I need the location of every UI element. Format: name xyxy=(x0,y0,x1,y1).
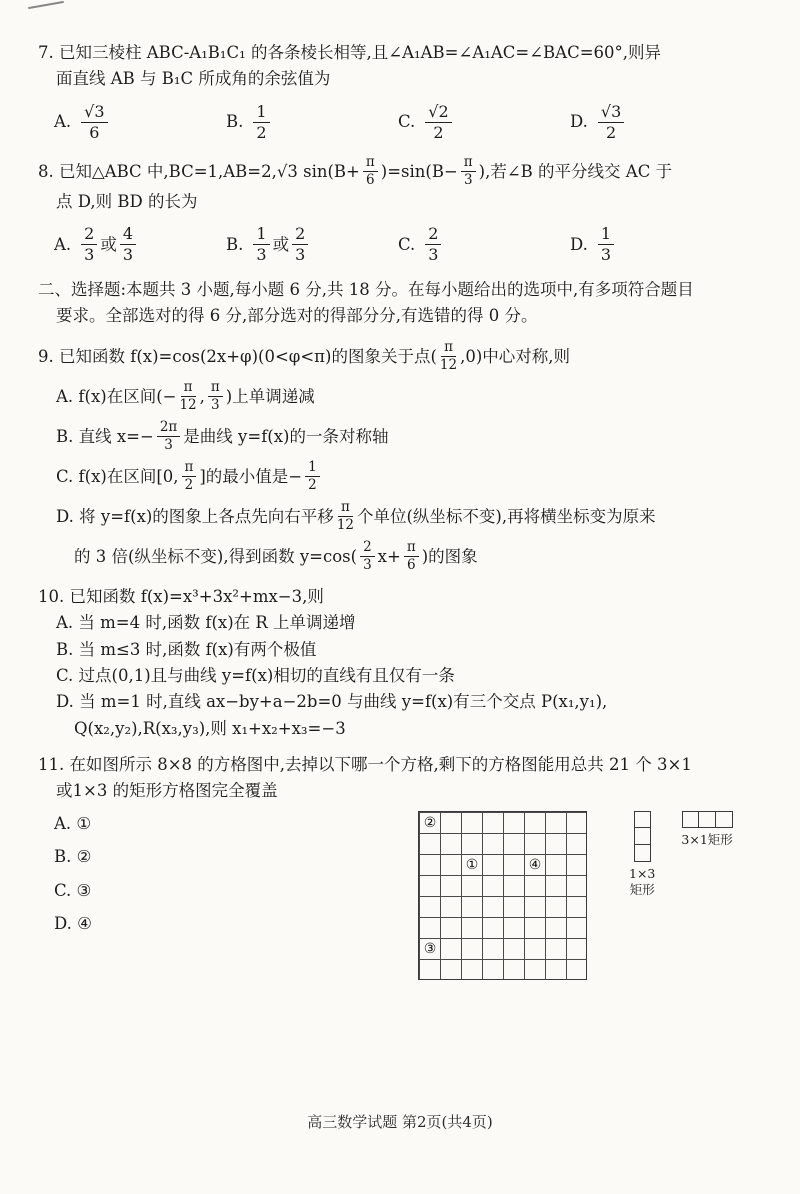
q9-option-d-line1 xyxy=(38,500,766,534)
fraction-numerator: 1 xyxy=(305,460,320,478)
q7-option-b-fraction xyxy=(253,103,269,143)
q8-option-b-or: 或 xyxy=(272,234,290,254)
q8-option-b xyxy=(226,225,398,265)
piece-3x1-label: 3×1矩形 xyxy=(681,831,733,847)
q7-option-c-fraction xyxy=(425,103,451,143)
fraction-numerator: 2 xyxy=(425,225,441,245)
q9-option-d-line2 xyxy=(38,540,766,574)
q9-option-c xyxy=(38,460,766,494)
fraction-denominator: 3 xyxy=(84,245,95,265)
section-2-line2: 要求。全部选对的得 6 分,部分选对的得部分分,有选错的得 0 分。 xyxy=(56,306,538,326)
fraction-numerator: 2 xyxy=(292,225,308,245)
q9-option-b-text-2: 是曲线 y=f(x)的一条对称轴 xyxy=(183,426,389,446)
q8-line1 xyxy=(38,155,766,189)
fraction-numerator: π xyxy=(181,380,196,398)
q11-option-b: B. ② xyxy=(54,847,92,867)
fraction-numerator: π xyxy=(461,155,476,173)
q8-option-c xyxy=(398,225,570,265)
q11-option-a: A. ① xyxy=(54,813,92,833)
q9-text-2: ,0)中心对称,则 xyxy=(460,346,571,366)
fraction-denominator: 3 xyxy=(428,245,439,265)
q8-fraction-1 xyxy=(363,155,378,189)
q9-option-a-text-3: )上单调递减 xyxy=(225,386,315,406)
grid-marker: ④ xyxy=(528,856,542,873)
fraction-denominator: 12 xyxy=(336,517,354,534)
q9-stem-fraction xyxy=(440,340,457,374)
piece-3x1-cells xyxy=(682,811,733,828)
q8-option-c-fraction xyxy=(425,225,441,265)
piece-1x3-cells xyxy=(634,811,651,862)
q7-options xyxy=(38,103,766,143)
q7-option-c xyxy=(398,103,570,143)
fraction-denominator: 6 xyxy=(89,123,100,143)
fraction-denominator: 3 xyxy=(211,397,220,414)
fraction-numerator: 2π xyxy=(157,420,180,438)
q8-option-d xyxy=(570,225,742,265)
q7-option-d-fraction xyxy=(598,103,624,143)
q9-option-a-text-2: , xyxy=(199,386,205,406)
q8-fraction-2 xyxy=(461,155,476,189)
q8-option-a-label: A. xyxy=(54,234,72,254)
q7-option-a xyxy=(54,103,226,143)
piece-3x1 xyxy=(681,811,732,848)
q8-option-a-fraction-1 xyxy=(81,225,97,265)
fraction-denominator: 2 xyxy=(256,123,267,143)
q9-stem xyxy=(38,340,766,374)
q10-stem: 10. 已知函数 f(x)=x³+3x²+mx−3,则 xyxy=(38,586,324,606)
q8-text-2: )=sin(B− xyxy=(380,161,458,181)
q9-option-a-text-1: A. f(x)在区间(− xyxy=(56,386,177,406)
q8-option-c-label: C. xyxy=(398,234,416,254)
q8-option-d-label: D. xyxy=(570,234,588,254)
q9-text-1: 9. 已知函数 f(x)=cos(2x+φ)(0<φ<π)的图象关于点( xyxy=(38,346,437,366)
grid-8x8 xyxy=(418,811,587,980)
q8-option-b-label: B. xyxy=(226,234,244,254)
q9-option-b xyxy=(38,420,766,454)
q10-option-a: A. 当 m=4 时,函数 f(x)在 R 上单调递增 xyxy=(56,613,356,633)
q11-option-d: D. ④ xyxy=(54,914,92,934)
q7-option-c-label: C. xyxy=(398,112,416,132)
fraction-numerator: π xyxy=(338,500,353,518)
question-8 xyxy=(38,155,766,265)
q9-option-d-text-1: D. 将 y=f(x)的图象上各点先向右平移 xyxy=(56,506,334,526)
grid-marker: ② xyxy=(423,814,437,831)
fraction-numerator: 1 xyxy=(253,225,269,245)
q7-option-a-label: A. xyxy=(54,112,72,132)
piece-1x3-label-line2: 矩形 xyxy=(629,882,655,898)
q8-option-d-fraction xyxy=(598,225,614,265)
fraction-numerator: 4 xyxy=(120,225,136,245)
q9-option-d-text-5: )的图象 xyxy=(421,546,478,566)
fraction-denominator: 12 xyxy=(179,397,197,414)
q9-option-d-text-3: 的 3 倍(纵坐标不变),得到函数 y=cos( xyxy=(74,546,358,566)
fraction-numerator: 2 xyxy=(360,540,375,558)
q8-line2: 点 D,则 BD 的长为 xyxy=(56,191,198,211)
fraction-denominator: 2 xyxy=(308,477,317,494)
fraction-numerator: π xyxy=(441,340,456,358)
grid-cell xyxy=(716,811,733,828)
q10-option-b: B. 当 m≤3 时,函数 f(x)有两个极值 xyxy=(56,639,317,659)
q9-option-d-fraction-3 xyxy=(404,540,419,574)
q8-options xyxy=(38,225,766,265)
grid-cell xyxy=(699,811,716,828)
fraction-numerator: 1 xyxy=(253,103,269,123)
piece-1x3 xyxy=(629,811,655,898)
fraction-denominator: 2 xyxy=(605,123,617,143)
grid-cell xyxy=(634,845,651,862)
fraction-denominator: 6 xyxy=(406,557,416,574)
fraction-numerator: π xyxy=(208,380,223,398)
fraction-denominator: 2 xyxy=(433,123,444,143)
q8-option-a xyxy=(54,225,226,265)
q10-option-d-line2: Q(x₂,y₂),R(x₃,y₃),则 x₁+x₂+x₃=−3 xyxy=(74,718,346,738)
q11-line2: 或1×3 的矩形方格图完全覆盖 xyxy=(56,781,278,801)
fraction-numerator: √3 xyxy=(598,103,624,123)
fraction-denominator: 2 xyxy=(184,477,194,494)
q8-option-a-or: 或 xyxy=(100,234,117,254)
page-footer: 高三数学试题 第2页(共4页) xyxy=(307,1113,493,1131)
fraction-denominator: 3 xyxy=(463,172,473,189)
fraction-denominator: 3 xyxy=(256,245,267,265)
grid-marker: ③ xyxy=(423,940,437,957)
fraction-numerator: π xyxy=(363,155,378,173)
q9-option-a-fraction-2 xyxy=(208,380,223,414)
q9-option-b-fraction xyxy=(157,420,180,454)
q8-option-b-fraction-1 xyxy=(253,225,269,265)
question-9 xyxy=(38,340,766,574)
q9-option-d-text-2: 个单位(纵坐标不变),再将横坐标变为原来 xyxy=(357,506,656,526)
fraction-denominator: 3 xyxy=(164,437,173,454)
q10-option-d-line1: D. 当 m=1 时,直线 ax−by+a−2b=0 与曲线 y=f(x)有三个交点 P(x₁,y₁), xyxy=(56,692,608,712)
q8-text-1: 8. 已知△ABC 中,BC=1,AB=2,√3 sin(B+ xyxy=(38,161,360,181)
fraction-denominator: 3 xyxy=(295,245,306,265)
q9-option-c-fraction-2 xyxy=(305,460,320,494)
grid-cell xyxy=(634,828,651,845)
q9-option-d-text-4: x+ xyxy=(377,546,401,566)
q7-line1: 7. 已知三棱柱 ABC-A₁B₁C₁ 的各条棱长相等,且∠A₁AB=∠A₁AC=∠BAC=60°,则异 xyxy=(38,43,662,62)
q9-option-c-text-1: C. f(x)在区间[0, xyxy=(56,466,179,486)
fraction-numerator: √3 xyxy=(81,103,107,123)
q7-option-b-label: B. xyxy=(226,112,244,132)
q7-option-b xyxy=(226,103,398,143)
fraction-numerator: 1 xyxy=(598,225,614,245)
q8-text-3: ),若∠B 的平分线交 AC 于 xyxy=(478,161,673,181)
q10-option-c: C. 过点(0,1)且与曲线 y=f(x)相切的直线有且仅有一条 xyxy=(56,665,455,685)
grid-cell xyxy=(682,811,699,828)
q11-line1: 11. 在如图所示 8×8 的方格图中,去掉以下哪一个方格,剩下的方格图能用总共 21 个 3×1 xyxy=(38,755,692,775)
q7-line2: 面直线 AB 与 B₁C 所成角的余弦值为 xyxy=(56,69,331,89)
fraction-numerator: π xyxy=(182,460,197,478)
section-2-line1: 二、选择题:本题共 3 小题,每小题 6 分,共 18 分。在每小题给出的选项中,有多项符合题目 xyxy=(38,279,694,299)
q11-body xyxy=(38,811,766,980)
grid-marker: ① xyxy=(465,856,479,873)
q9-option-d-fraction-1 xyxy=(337,500,354,534)
fraction-denominator: 3 xyxy=(122,245,134,265)
piece-1x3-label-line1: 1×3 xyxy=(629,865,656,881)
fraction-denominator: 12 xyxy=(439,357,458,374)
grid-cell xyxy=(634,811,651,828)
q9-option-d-fraction-2 xyxy=(360,540,375,574)
q9-option-c-fraction-1 xyxy=(182,460,197,494)
q11-diagram xyxy=(418,811,733,980)
q7-option-d xyxy=(570,103,742,143)
section-2-header xyxy=(38,277,766,330)
q11-options xyxy=(38,811,228,980)
question-11 xyxy=(38,752,766,980)
q9-option-c-text-2: ]的最小值是− xyxy=(199,466,303,486)
fraction-numerator: 2 xyxy=(81,225,97,245)
fraction-numerator: √2 xyxy=(425,103,451,123)
q8-option-b-fraction-2 xyxy=(292,225,308,265)
q11-option-c: C. ③ xyxy=(54,880,92,900)
q9-option-a xyxy=(38,380,766,414)
question-7 xyxy=(38,40,766,143)
q7-option-d-label: D. xyxy=(570,112,588,132)
q9-option-a-fraction-1 xyxy=(179,380,196,414)
q8-option-a-fraction-2 xyxy=(120,225,136,265)
fraction-denominator: 6 xyxy=(366,172,375,189)
q7-option-a-fraction xyxy=(81,103,107,143)
q9-option-b-text-1: B. 直线 x=− xyxy=(56,426,154,446)
question-10 xyxy=(38,584,766,742)
fraction-denominator: 3 xyxy=(363,557,372,574)
fraction-denominator: 3 xyxy=(600,245,612,265)
fraction-numerator: π xyxy=(404,540,419,558)
